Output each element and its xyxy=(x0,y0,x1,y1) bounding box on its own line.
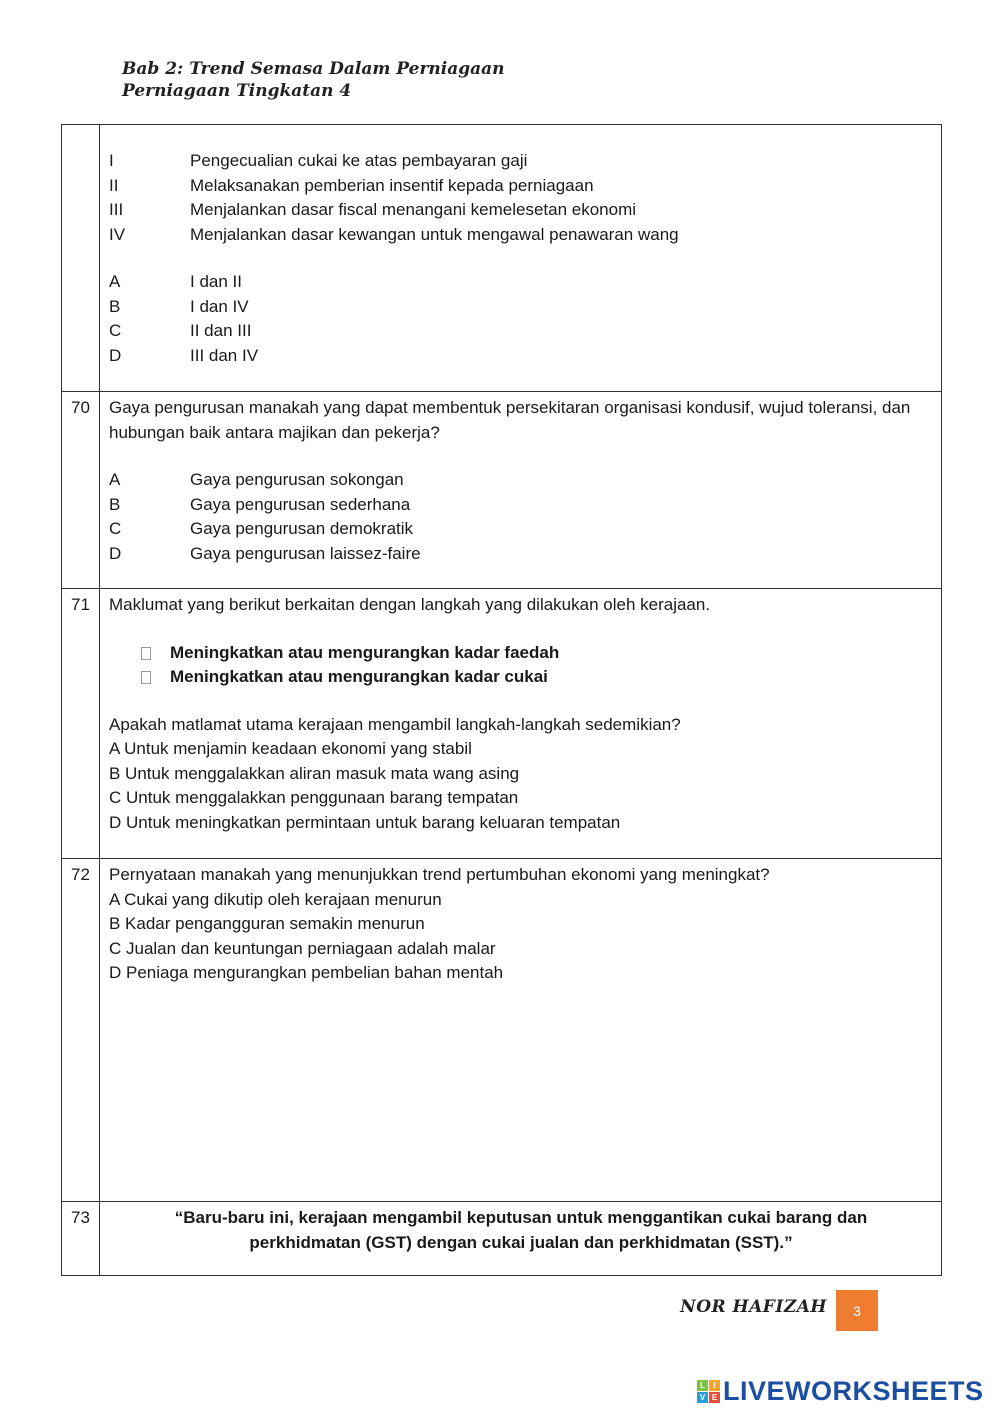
quote-text: “Baru-baru ini, kerajaan mengambil keputusan untuk menggantikan cukai barang dan perkhidmatan (GST) dengan cukai jualan dan perkhidmatan (SST).” xyxy=(174,1208,868,1252)
question-number: 70 xyxy=(62,392,100,589)
statement-item: I Pengecualian cukai ke atas pembayaran gaji xyxy=(109,151,528,170)
answer-option-a[interactable]: A I dan II xyxy=(109,272,242,291)
answer-option-b[interactable]: B I dan IV xyxy=(109,296,249,316)
question-text: Gaya pengurusan manakah yang dapat membentuk persekitaran organisasi kondusif, wujud toleransi, dan hubungan baik antara majikan dan pekerja? xyxy=(109,398,911,442)
statement-item: II Melaksanakan pemberian insentif kepada perniagaan xyxy=(109,175,594,195)
question-row-71 xyxy=(62,589,942,859)
question-row-73 xyxy=(62,1202,942,1276)
bullet-item: Meningkatkan atau mengurangkan kadar faedah xyxy=(141,641,933,666)
answer-option-a[interactable]: A Cukai yang dikutip oleh kerajaan menurun xyxy=(109,889,442,909)
question-body xyxy=(100,589,942,859)
answer-option-a[interactable]: A Gaya pengurusan sokongan xyxy=(109,470,404,489)
question-row-70 xyxy=(62,392,942,589)
bullet-box-icon xyxy=(141,647,151,660)
question-body xyxy=(100,392,942,589)
document-header xyxy=(122,58,505,102)
question-number: 71 xyxy=(62,589,100,859)
statement-item: III Menjalankan dasar fiscal menangani kemelesetan ekonomi xyxy=(109,200,637,219)
subject-title: Perniagaan Tingkatan 4 xyxy=(122,81,352,101)
answer-option-d[interactable]: D Gaya pengurusan laissez-faire xyxy=(109,543,421,563)
liveworksheets-grid-icon: L I V E xyxy=(697,1380,720,1403)
statement-item: IV Menjalankan dasar kewangan untuk mengawal penawaran wang xyxy=(109,224,679,244)
answer-option-b[interactable]: B Kadar pengangguran semakin menurun xyxy=(109,914,425,933)
question-text: Pernyataan manakah yang menunjukkan trend pertumbuhan ekonomi yang meningkat? xyxy=(109,865,770,884)
answer-option-c[interactable]: C Gaya pengurusan demokratik xyxy=(109,519,414,538)
question-text: Apakah matlamat utama kerajaan mengambil langkah-langkah sedemikian? xyxy=(109,714,681,734)
author-name: NOR HAFIZAH xyxy=(680,1297,827,1317)
answer-option-c[interactable]: C II dan III xyxy=(109,321,252,340)
bullet-box-icon xyxy=(141,671,151,684)
question-number: 72 xyxy=(62,859,100,1202)
answer-option-d[interactable]: D Untuk meningkatkan permintaan untuk barang keluaran tempatan xyxy=(109,812,621,832)
question-body xyxy=(100,1202,942,1276)
question-body xyxy=(100,859,942,1202)
question-intro: Maklumat yang berikut berkaitan dengan langkah yang dilakukan oleh kerajaan. xyxy=(109,595,711,614)
answer-option-c[interactable]: C Untuk menggalakkan penggunaan barang tempatan xyxy=(109,788,519,807)
liveworksheets-logo[interactable] xyxy=(697,1376,984,1407)
bullet-list xyxy=(109,641,933,690)
answer-option-d[interactable]: D III dan IV xyxy=(109,345,259,365)
chapter-title: Bab 2: Trend Semasa Dalam Perniagaan xyxy=(122,59,505,79)
question-row-69 xyxy=(62,125,942,392)
question-row-72 xyxy=(62,859,942,1202)
liveworksheets-wordmark: LIVEWORKSHEETS xyxy=(723,1376,984,1406)
answer-option-c[interactable]: C Jualan dan keuntungan perniagaan adalah malar xyxy=(109,938,496,958)
answer-option-b[interactable]: B Gaya pengurusan sederhana xyxy=(109,494,411,514)
question-body xyxy=(100,125,942,392)
answer-option-b[interactable]: B Untuk menggalakkan aliran masuk mata wang asing xyxy=(109,763,520,783)
question-number xyxy=(62,125,100,392)
answer-option-a[interactable]: A Untuk menjamin keadaan ekonomi yang stabil xyxy=(109,739,472,758)
question-table xyxy=(61,124,942,1276)
question-number: 73 xyxy=(62,1202,100,1276)
page-number-badge: 3 xyxy=(836,1290,878,1331)
bullet-item: Meningkatkan atau mengurangkan kadar cukai xyxy=(141,665,933,690)
answer-option-d[interactable]: D Peniaga mengurangkan pembelian bahan mentah xyxy=(109,963,504,982)
